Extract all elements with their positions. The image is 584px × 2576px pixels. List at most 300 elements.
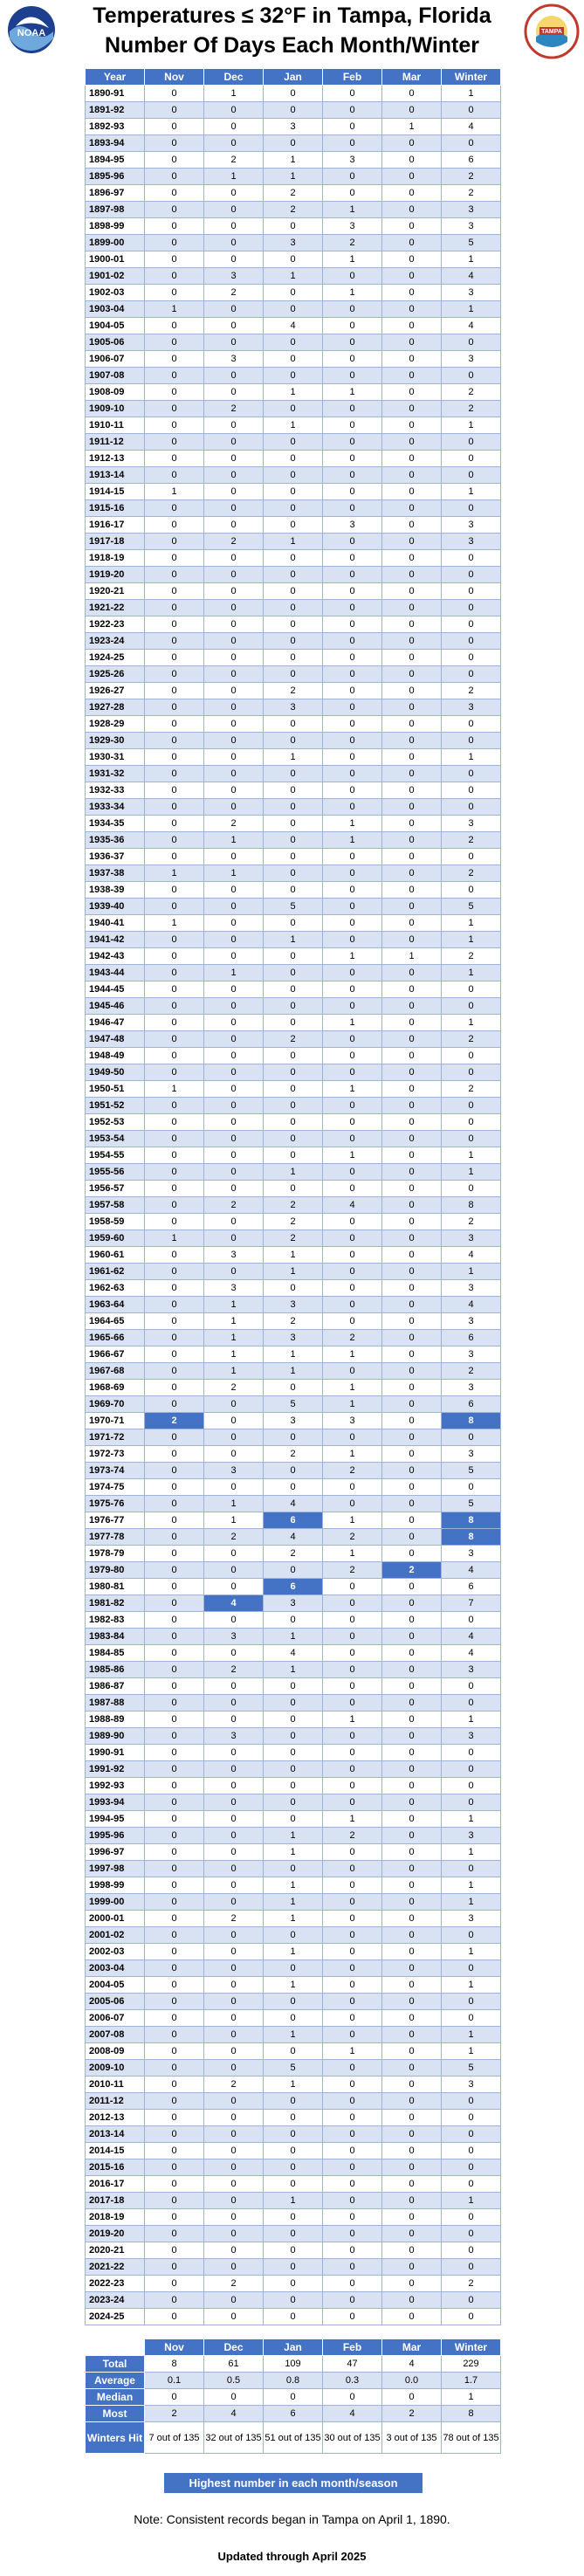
value-cell-feb: 0 bbox=[323, 650, 382, 666]
table-row bbox=[86, 998, 501, 1015]
value-cell-mar: 0 bbox=[382, 484, 442, 500]
noaa-logo-icon bbox=[7, 5, 56, 54]
value-cell-winter: 0 bbox=[442, 799, 501, 816]
value-cell-feb: 0 bbox=[323, 1264, 382, 1280]
table-row bbox=[86, 500, 501, 517]
value-cell-winter: 3 bbox=[442, 2077, 501, 2093]
value-cell-jan: 2 bbox=[264, 1197, 323, 1214]
value-cell-mar: 0 bbox=[382, 799, 442, 816]
table-row bbox=[86, 1429, 501, 1446]
value-cell-jan: 0 bbox=[264, 1081, 323, 1098]
value-cell-feb: 0 bbox=[323, 1728, 382, 1745]
season-cell: 1965-66 bbox=[86, 1330, 145, 1347]
value-cell-dec: 0 bbox=[204, 583, 264, 600]
value-cell-jan: 1 bbox=[264, 1877, 323, 1894]
value-cell-feb: 0 bbox=[323, 417, 382, 434]
value-cell-dec: 0 bbox=[204, 981, 264, 998]
value-cell-winter: 0 bbox=[442, 600, 501, 616]
value-cell-feb: 1 bbox=[323, 1015, 382, 1031]
column-header-year: Year bbox=[86, 69, 145, 86]
season-cell: 1923-24 bbox=[86, 633, 145, 650]
value-cell-dec: 2 bbox=[204, 401, 264, 417]
value-cell-nov: 0 bbox=[145, 318, 204, 334]
value-cell-mar: 0 bbox=[382, 2143, 442, 2159]
stats-header-blank bbox=[86, 2339, 145, 2356]
value-cell-nov: 0 bbox=[145, 1778, 204, 1794]
table-row bbox=[86, 185, 501, 202]
value-cell-feb: 0 bbox=[323, 1114, 382, 1131]
table-row bbox=[86, 368, 501, 384]
value-cell-dec: 0 bbox=[204, 484, 264, 500]
stats-column-header-jan: Jan bbox=[264, 2339, 323, 2356]
value-cell-winter: 1 bbox=[442, 1977, 501, 1994]
table-row bbox=[86, 1181, 501, 1197]
value-cell-nov: 0 bbox=[145, 2110, 204, 2126]
value-cell-mar: 0 bbox=[382, 616, 442, 633]
value-cell-feb: 1 bbox=[323, 2043, 382, 2060]
season-cell: 1894-95 bbox=[86, 152, 145, 169]
value-cell-jan: 0 bbox=[264, 2043, 323, 2060]
value-cell-mar: 0 bbox=[382, 1230, 442, 1247]
value-cell-winter: 5 bbox=[442, 899, 501, 915]
value-cell-feb: 0 bbox=[323, 1695, 382, 1712]
stats-value-cell: 0.1 bbox=[145, 2373, 204, 2389]
value-cell-jan: 0 bbox=[264, 998, 323, 1015]
season-cell: 1966-67 bbox=[86, 1347, 145, 1363]
table-row bbox=[86, 2176, 501, 2193]
stats-value-cell: 8 bbox=[442, 2406, 501, 2422]
table-row bbox=[86, 1131, 501, 1147]
value-cell-jan: 0 bbox=[264, 1147, 323, 1164]
value-cell-feb: 1 bbox=[323, 1712, 382, 1728]
value-cell-winter: 1 bbox=[442, 417, 501, 434]
value-cell-jan: 1 bbox=[264, 1911, 323, 1927]
value-cell-dec: 0 bbox=[204, 1927, 264, 1944]
value-cell-winter: 1 bbox=[442, 1015, 501, 1031]
value-cell-jan: 0 bbox=[264, 1927, 323, 1944]
value-cell-mar: 0 bbox=[382, 1114, 442, 1131]
value-cell-mar: 0 bbox=[382, 1429, 442, 1446]
value-cell-mar: 0 bbox=[382, 2027, 442, 2043]
table-row bbox=[86, 1214, 501, 1230]
value-cell-feb: 0 bbox=[323, 1031, 382, 1048]
stats-value-cell: 2 bbox=[382, 2406, 442, 2422]
value-cell-nov: 0 bbox=[145, 1313, 204, 1330]
value-cell-dec: 0 bbox=[204, 998, 264, 1015]
records-note: Note: Consistent records began in Tampa on April 1, 1890. bbox=[134, 2512, 450, 2526]
value-cell-feb: 0 bbox=[323, 2110, 382, 2126]
value-cell-dec: 0 bbox=[204, 2209, 264, 2226]
value-cell-dec: 1 bbox=[204, 1496, 264, 1512]
value-cell-dec: 0 bbox=[204, 384, 264, 401]
value-cell-mar: 0 bbox=[382, 1131, 442, 1147]
value-cell-jan: 0 bbox=[264, 716, 323, 733]
value-cell-mar: 0 bbox=[382, 1595, 442, 1612]
value-cell-feb: 0 bbox=[323, 451, 382, 467]
value-cell-mar: 0 bbox=[382, 899, 442, 915]
value-cell-feb: 0 bbox=[323, 2292, 382, 2309]
value-cell-nov: 0 bbox=[145, 1562, 204, 1579]
season-cell: 1930-31 bbox=[86, 749, 145, 766]
value-cell-dec: 0 bbox=[204, 1064, 264, 1081]
value-cell-mar: 0 bbox=[382, 1811, 442, 1828]
value-cell-winter: 0 bbox=[442, 2259, 501, 2276]
value-cell-jan: 1 bbox=[264, 1944, 323, 1960]
value-cell-dec: 0 bbox=[204, 1828, 264, 1844]
season-cell: 2018-19 bbox=[86, 2209, 145, 2226]
value-cell-winter: 3 bbox=[442, 351, 501, 368]
value-cell-dec: 1 bbox=[204, 1330, 264, 1347]
value-cell-mar: 0 bbox=[382, 2159, 442, 2176]
season-cell: 1920-21 bbox=[86, 583, 145, 600]
value-cell-mar: 0 bbox=[382, 1512, 442, 1529]
value-cell-jan: 0 bbox=[264, 1678, 323, 1695]
value-cell-jan: 0 bbox=[264, 251, 323, 268]
stats-value-cell: 3 out of 135 bbox=[382, 2422, 442, 2454]
table-row bbox=[86, 102, 501, 119]
value-cell-nov: 0 bbox=[145, 202, 204, 218]
value-cell-nov: 0 bbox=[145, 965, 204, 981]
stats-column-header-feb: Feb bbox=[323, 2339, 382, 2356]
value-cell-winter: 1 bbox=[442, 749, 501, 766]
value-cell-feb: 2 bbox=[323, 1529, 382, 1546]
value-cell-winter: 0 bbox=[442, 882, 501, 899]
value-cell-dec: 0 bbox=[204, 2060, 264, 2077]
value-cell-nov: 0 bbox=[145, 218, 204, 235]
table-row bbox=[86, 1662, 501, 1678]
value-cell-feb: 0 bbox=[323, 318, 382, 334]
value-cell-nov: 0 bbox=[145, 650, 204, 666]
value-cell-nov: 0 bbox=[145, 600, 204, 616]
table-row bbox=[86, 633, 501, 650]
value-cell-jan: 2 bbox=[264, 1214, 323, 1230]
season-cell: 1953-54 bbox=[86, 1131, 145, 1147]
value-cell-mar: 0 bbox=[382, 865, 442, 882]
stats-value-cell: 109 bbox=[264, 2356, 323, 2373]
table-row bbox=[86, 2309, 501, 2325]
season-cell: 1971-72 bbox=[86, 1429, 145, 1446]
value-cell-dec: 0 bbox=[204, 1612, 264, 1629]
value-cell-feb: 1 bbox=[323, 948, 382, 965]
value-cell-feb: 1 bbox=[323, 1347, 382, 1363]
value-cell-mar: 0 bbox=[382, 782, 442, 799]
value-cell-winter: 0 bbox=[442, 467, 501, 484]
value-cell-jan: 1 bbox=[264, 1164, 323, 1181]
value-cell-feb: 0 bbox=[323, 1313, 382, 1330]
season-cell: 1997-98 bbox=[86, 1861, 145, 1877]
value-cell-winter: 2 bbox=[442, 865, 501, 882]
value-cell-mar: 0 bbox=[382, 152, 442, 169]
value-cell-mar: 0 bbox=[382, 915, 442, 932]
value-cell-feb: 0 bbox=[323, 1280, 382, 1297]
table-row bbox=[86, 1745, 501, 1761]
season-cell: 1976-77 bbox=[86, 1512, 145, 1529]
value-cell-dec: 0 bbox=[204, 1114, 264, 1131]
value-cell-mar: 0 bbox=[382, 1546, 442, 1562]
column-header-winter: Winter bbox=[442, 69, 501, 86]
value-cell-mar: 0 bbox=[382, 2060, 442, 2077]
season-cell: 1891-92 bbox=[86, 102, 145, 119]
value-cell-winter: 0 bbox=[442, 766, 501, 782]
season-cell: 1945-46 bbox=[86, 998, 145, 1015]
page-title-line-2: Number Of Days Each Month/Winter bbox=[105, 33, 479, 58]
table-row bbox=[86, 2226, 501, 2242]
value-cell-dec: 3 bbox=[204, 1247, 264, 1264]
value-cell-mar: 0 bbox=[382, 185, 442, 202]
table-row bbox=[86, 1894, 501, 1911]
value-cell-nov: 0 bbox=[145, 2209, 204, 2226]
value-cell-mar: 0 bbox=[382, 2043, 442, 2060]
value-cell-dec: 0 bbox=[204, 1761, 264, 1778]
season-cell: 1964-65 bbox=[86, 1313, 145, 1330]
value-cell-winter: 0 bbox=[442, 2126, 501, 2143]
table-row bbox=[86, 534, 501, 550]
value-cell-feb: 1 bbox=[323, 1147, 382, 1164]
value-cell-jan: 0 bbox=[264, 948, 323, 965]
table-row bbox=[86, 285, 501, 301]
value-cell-feb: 0 bbox=[323, 799, 382, 816]
value-cell-winter: 5 bbox=[442, 235, 501, 251]
value-cell-mar: 0 bbox=[382, 1098, 442, 1114]
value-cell-winter: 1 bbox=[442, 86, 501, 102]
nws-tampa-bay-logo-icon bbox=[524, 3, 580, 59]
value-cell-jan: 0 bbox=[264, 2093, 323, 2110]
winter-days-table bbox=[85, 68, 501, 2325]
value-cell-feb: 0 bbox=[323, 534, 382, 550]
value-cell-dec: 0 bbox=[204, 749, 264, 766]
value-cell-nov: 0 bbox=[145, 2043, 204, 2060]
value-cell-feb: 0 bbox=[323, 1098, 382, 1114]
table-row bbox=[86, 1247, 501, 1264]
value-cell-mar: 2 bbox=[382, 1562, 442, 1579]
table-row bbox=[86, 1778, 501, 1794]
value-cell-dec: 0 bbox=[204, 1994, 264, 2010]
value-cell-mar: 0 bbox=[382, 1579, 442, 1595]
value-cell-dec: 0 bbox=[204, 782, 264, 799]
value-cell-mar: 0 bbox=[382, 1048, 442, 1064]
value-cell-jan: 0 bbox=[264, 882, 323, 899]
value-cell-feb: 4 bbox=[323, 1197, 382, 1214]
value-cell-jan: 1 bbox=[264, 152, 323, 169]
value-cell-nov: 0 bbox=[145, 1745, 204, 1761]
value-cell-winter: 0 bbox=[442, 1678, 501, 1695]
value-cell-winter: 0 bbox=[442, 1794, 501, 1811]
table-row bbox=[86, 766, 501, 782]
value-cell-jan: 0 bbox=[264, 1181, 323, 1197]
value-cell-mar: 0 bbox=[382, 1745, 442, 1761]
season-cell: 1900-01 bbox=[86, 251, 145, 268]
season-cell: 1967-68 bbox=[86, 1363, 145, 1380]
value-cell-winter: 1 bbox=[442, 2027, 501, 2043]
value-cell-dec: 1 bbox=[204, 1363, 264, 1380]
value-cell-feb: 0 bbox=[323, 1479, 382, 1496]
value-cell-dec: 0 bbox=[204, 102, 264, 119]
value-cell-feb: 0 bbox=[323, 733, 382, 749]
stats-value-cell: 4 bbox=[323, 2406, 382, 2422]
value-cell-feb: 0 bbox=[323, 1894, 382, 1911]
column-header-mar: Mar bbox=[382, 69, 442, 86]
value-cell-mar: 0 bbox=[382, 1347, 442, 1363]
value-cell-dec: 0 bbox=[204, 451, 264, 467]
stats-row-label: Median bbox=[86, 2389, 145, 2406]
value-cell-winter: 0 bbox=[442, 550, 501, 567]
value-cell-jan: 1 bbox=[264, 1247, 323, 1264]
stats-value-cell: 78 out of 135 bbox=[442, 2422, 501, 2454]
value-cell-feb: 0 bbox=[323, 268, 382, 285]
value-cell-mar: 0 bbox=[382, 451, 442, 467]
value-cell-dec: 2 bbox=[204, 1662, 264, 1678]
value-cell-winter: 2 bbox=[442, 683, 501, 699]
value-cell-nov: 0 bbox=[145, 1529, 204, 1546]
value-cell-mar: 0 bbox=[382, 1031, 442, 1048]
stats-row-label: Average bbox=[86, 2373, 145, 2389]
value-cell-mar: 1 bbox=[382, 119, 442, 135]
table-row bbox=[86, 2159, 501, 2176]
table-row bbox=[86, 2276, 501, 2292]
value-cell-winter: 0 bbox=[442, 666, 501, 683]
table-row bbox=[86, 816, 501, 832]
value-cell-nov: 0 bbox=[145, 799, 204, 816]
value-cell-winter: 0 bbox=[442, 1098, 501, 1114]
table-row bbox=[86, 567, 501, 583]
value-cell-mar: 0 bbox=[382, 849, 442, 865]
season-cell: 1944-45 bbox=[86, 981, 145, 998]
value-cell-winter: 1 bbox=[442, 1712, 501, 1728]
table-row bbox=[86, 2292, 501, 2309]
value-cell-feb: 1 bbox=[323, 832, 382, 849]
value-cell-feb: 0 bbox=[323, 600, 382, 616]
value-cell-nov: 0 bbox=[145, 1264, 204, 1280]
season-cell: 2015-16 bbox=[86, 2159, 145, 2176]
value-cell-winter: 0 bbox=[442, 2292, 501, 2309]
value-cell-dec: 0 bbox=[204, 2193, 264, 2209]
value-cell-jan: 0 bbox=[264, 451, 323, 467]
value-cell-feb: 0 bbox=[323, 301, 382, 318]
table-row bbox=[86, 1911, 501, 1927]
season-cell: 1902-03 bbox=[86, 285, 145, 301]
value-cell-jan: 0 bbox=[264, 1712, 323, 1728]
value-cell-nov: 0 bbox=[145, 2126, 204, 2143]
value-cell-mar: 1 bbox=[382, 948, 442, 965]
value-cell-jan: 0 bbox=[264, 650, 323, 666]
season-cell: 1986-87 bbox=[86, 1678, 145, 1695]
value-cell-nov: 0 bbox=[145, 832, 204, 849]
value-cell-jan: 0 bbox=[264, 1064, 323, 1081]
value-cell-nov: 0 bbox=[145, 1330, 204, 1347]
value-cell-mar: 0 bbox=[382, 1413, 442, 1429]
value-cell-jan: 0 bbox=[264, 1994, 323, 2010]
value-cell-nov: 0 bbox=[145, 849, 204, 865]
value-cell-nov: 0 bbox=[145, 1347, 204, 1363]
value-cell-jan: 0 bbox=[264, 135, 323, 152]
value-cell-mar: 0 bbox=[382, 1828, 442, 1844]
season-cell: 1892-93 bbox=[86, 119, 145, 135]
value-cell-nov: 0 bbox=[145, 1579, 204, 1595]
value-cell-nov: 0 bbox=[145, 1247, 204, 1264]
value-cell-dec: 3 bbox=[204, 351, 264, 368]
value-cell-winter: 3 bbox=[442, 1828, 501, 1844]
value-cell-mar: 0 bbox=[382, 1147, 442, 1164]
season-cell: 1940-41 bbox=[86, 915, 145, 932]
value-cell-dec: 0 bbox=[204, 2110, 264, 2126]
value-cell-mar: 0 bbox=[382, 1778, 442, 1794]
value-cell-dec: 0 bbox=[204, 2292, 264, 2309]
value-cell-dec: 0 bbox=[204, 567, 264, 583]
stats-value-cell: 0 bbox=[382, 2389, 442, 2406]
value-cell-winter: 2 bbox=[442, 1031, 501, 1048]
value-cell-feb: 0 bbox=[323, 2027, 382, 2043]
value-cell-mar: 0 bbox=[382, 2110, 442, 2126]
value-cell-dec: 0 bbox=[204, 2093, 264, 2110]
value-cell-nov: 0 bbox=[145, 1662, 204, 1678]
value-cell-nov: 0 bbox=[145, 467, 204, 484]
value-cell-feb: 0 bbox=[323, 1911, 382, 1927]
season-cell: 1993-94 bbox=[86, 1794, 145, 1811]
value-cell-mar: 0 bbox=[382, 1927, 442, 1944]
value-cell-jan: 0 bbox=[264, 981, 323, 998]
season-cell: 1931-32 bbox=[86, 766, 145, 782]
value-cell-feb: 2 bbox=[323, 1330, 382, 1347]
value-cell-mar: 0 bbox=[382, 169, 442, 185]
value-cell-nov: 0 bbox=[145, 401, 204, 417]
value-cell-winter: 0 bbox=[442, 1612, 501, 1629]
season-cell: 1939-40 bbox=[86, 899, 145, 915]
value-cell-mar: 0 bbox=[382, 1678, 442, 1695]
value-cell-dec: 0 bbox=[204, 2242, 264, 2259]
table-row bbox=[86, 1645, 501, 1662]
value-cell-mar: 0 bbox=[382, 716, 442, 733]
value-cell-mar: 0 bbox=[382, 1496, 442, 1512]
value-cell-nov: 0 bbox=[145, 1645, 204, 1662]
value-cell-jan: 1 bbox=[264, 1977, 323, 1994]
value-cell-winter: 1 bbox=[442, 251, 501, 268]
value-cell-dec: 0 bbox=[204, 1230, 264, 1247]
season-cell: 1963-64 bbox=[86, 1297, 145, 1313]
table-row bbox=[86, 1960, 501, 1977]
value-cell-jan: 0 bbox=[264, 484, 323, 500]
value-cell-jan: 0 bbox=[264, 285, 323, 301]
season-cell: 1957-58 bbox=[86, 1197, 145, 1214]
value-cell-dec: 1 bbox=[204, 865, 264, 882]
value-cell-dec: 0 bbox=[204, 1778, 264, 1794]
value-cell-mar: 0 bbox=[382, 534, 442, 550]
value-cell-feb: 3 bbox=[323, 218, 382, 235]
header bbox=[0, 0, 584, 68]
value-cell-dec: 0 bbox=[204, 1015, 264, 1031]
value-cell-feb: 0 bbox=[323, 1977, 382, 1994]
season-cell: 1913-14 bbox=[86, 467, 145, 484]
season-cell: 2021-22 bbox=[86, 2259, 145, 2276]
value-cell-winter: 5 bbox=[442, 1496, 501, 1512]
value-cell-dec: 4 bbox=[204, 1595, 264, 1612]
value-cell-dec: 0 bbox=[204, 2259, 264, 2276]
value-cell-winter: 2 bbox=[442, 384, 501, 401]
stats-row-label: Total bbox=[86, 2356, 145, 2373]
value-cell-mar: 0 bbox=[382, 2226, 442, 2242]
value-cell-winter: 0 bbox=[442, 650, 501, 666]
value-cell-jan: 6 bbox=[264, 1512, 323, 1529]
value-cell-winter: 0 bbox=[442, 2176, 501, 2193]
season-cell: 1910-11 bbox=[86, 417, 145, 434]
value-cell-feb: 0 bbox=[323, 2077, 382, 2093]
value-cell-feb: 0 bbox=[323, 467, 382, 484]
value-cell-dec: 0 bbox=[204, 2176, 264, 2193]
season-cell: 1985-86 bbox=[86, 1662, 145, 1678]
value-cell-jan: 4 bbox=[264, 318, 323, 334]
table-row bbox=[86, 467, 501, 484]
value-cell-dec: 0 bbox=[204, 1546, 264, 1562]
value-cell-jan: 0 bbox=[264, 1811, 323, 1828]
